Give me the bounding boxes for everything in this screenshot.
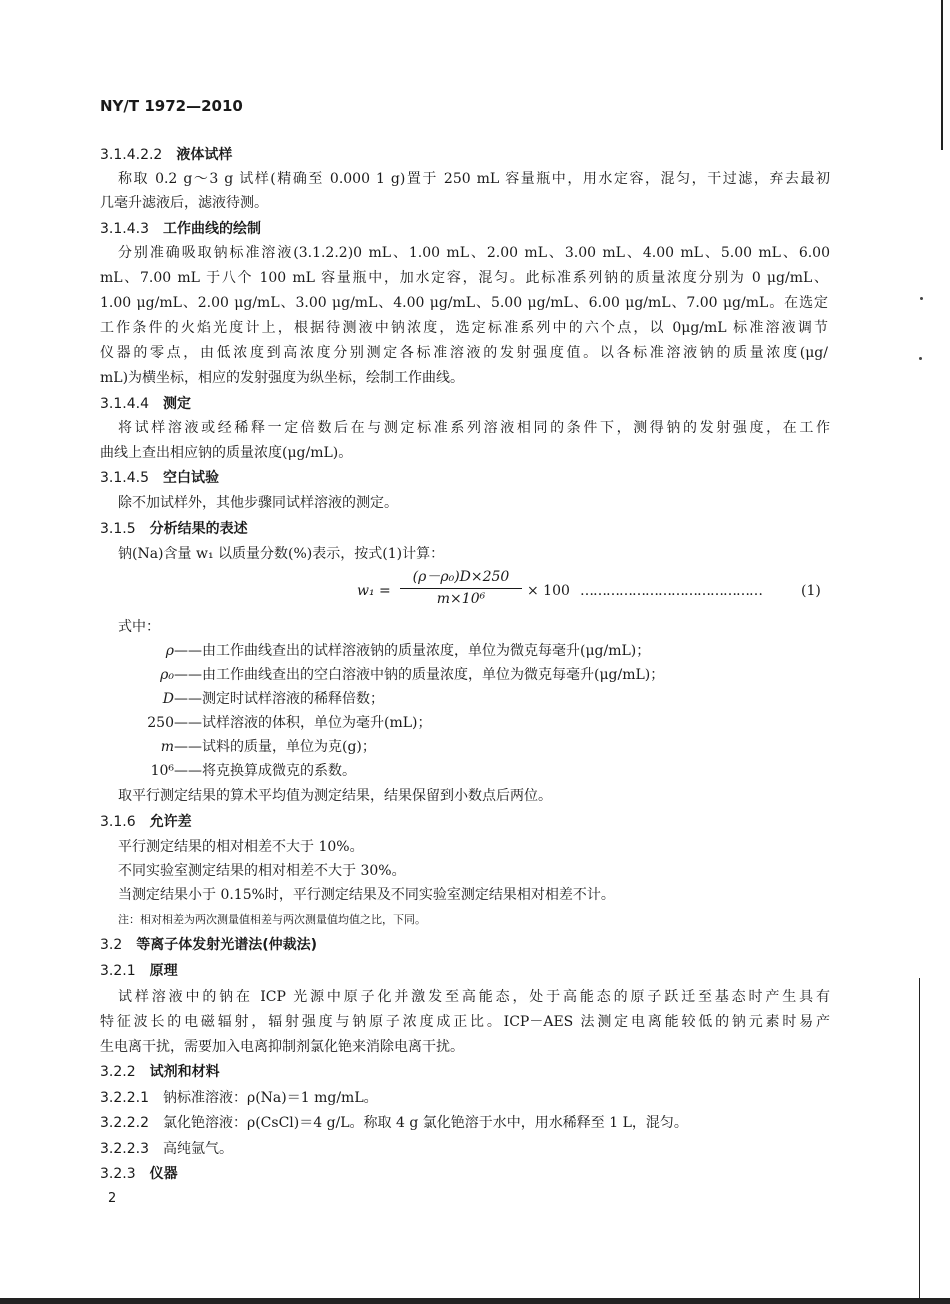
paragraph-line: 钠(Na)含量 w₁ 以质量分数(%)表示，按式(1)计算：	[118, 546, 445, 562]
section-title: 液体试样	[176, 147, 233, 163]
formula-equation-number: (1)	[801, 583, 821, 599]
section-number: 3.1.5	[100, 521, 136, 537]
formula-fraction-bar	[400, 588, 522, 589]
scan-speck	[919, 357, 922, 360]
paragraph-line: 几毫升滤液后，滤液待测。	[100, 195, 268, 211]
item-number: 3.2.2.2	[100, 1115, 149, 1131]
where-label: 式中：	[118, 619, 160, 635]
variable-symbol: ρ₀	[160, 667, 174, 683]
section-heading-3-1-4-2-2	[100, 146, 232, 164]
variable-definition	[118, 690, 384, 708]
paragraph-line: 曲线上查出相应钠的质量浓度(μg/mL)。	[100, 445, 353, 461]
variable-definition	[118, 666, 664, 684]
formula-leader-dots: ……………………………………	[580, 583, 762, 599]
section-number: 3.2.1	[100, 963, 136, 979]
paragraph-line: 不同实验室测定结果的相对相差不大于 30%。	[118, 863, 406, 879]
paragraph-line: 取平行测定结果的算术平均值为测定结果，结果保留到小数点后两位。	[118, 788, 552, 804]
note: 注：相对相差为两次测量值相差与两次测量值均值之比，下同。	[118, 913, 426, 926]
formula-numerator: (ρ－ρ₀)D×250	[412, 569, 510, 585]
section-title: 等离子体发射光谱法(仲裁法)	[136, 937, 318, 953]
section-heading-3-1-4-4	[100, 395, 191, 413]
variable-description: ——由工作曲线查出的空白溶液中钠的质量浓度，单位为微克每毫升(μg/mL)；	[174, 667, 665, 683]
variable-definition	[118, 642, 650, 660]
variable-description: ——试样溶液的体积，单位为毫升(mL)；	[174, 715, 432, 731]
section-title: 分析结果的表述	[149, 521, 248, 537]
paragraph-line: 生电离干扰，需要加入电离抑制剂氯化铯来消除电离干扰。	[100, 1039, 464, 1055]
section-number: 3.1.6	[100, 814, 136, 830]
variable-definition	[118, 762, 356, 780]
paragraph-line: 1.00 μg/mL、2.00 μg/mL、3.00 μg/mL、4.00 μg/mL、5.00 μg/mL、6.00 μg/mL、7.00 μg/mL。在选定	[100, 295, 828, 311]
variable-symbol: 250	[147, 715, 174, 731]
section-heading-3-1-6	[100, 813, 192, 831]
paragraph-line: 特征波长的电磁辐射，辐射强度与钠原子浓度成正比。ICP－AES 法测定电离能较低的钠元素时易产	[100, 1014, 830, 1030]
item-text: 氯化铯溶液：ρ(CsCl)＝4 g/L。称取 4 g 氯化铯溶于水中，用水稀释至 1 L，混匀。	[162, 1115, 688, 1131]
variable-description: ——由工作曲线查出的试样溶液钠的质量浓度，单位为微克每毫升(μg/mL)；	[174, 643, 651, 659]
item-3-2-2-1	[100, 1089, 378, 1107]
paragraph-line: 除不加试样外，其他步骤同试样溶液的测定。	[118, 495, 398, 511]
variable-symbol: ρ	[165, 643, 174, 659]
section-heading-3-2-2	[100, 1063, 220, 1081]
paragraph-line: 试样溶液中的钠在 ICP 光源中原子化并激发至高能态，处于高能态的原子跃迁至基态时产生具有	[118, 989, 830, 1005]
section-heading-3-1-4-3	[100, 220, 261, 238]
section-title: 允许差	[149, 814, 192, 830]
item-number: 3.2.2.3	[100, 1141, 149, 1157]
section-title: 测定	[162, 396, 191, 412]
variable-symbol: 10⁶	[150, 763, 174, 779]
section-title: 仪器	[149, 1166, 178, 1182]
scan-edge-line-top-right	[941, 0, 943, 150]
paragraph-line: 当测定结果小于 0.15%时，平行测定结果及不同实验室测定结果相对相差不计。	[118, 887, 615, 903]
section-number: 3.1.4.3	[100, 221, 149, 237]
paragraph-line: mL、7.00 mL 于八个 100 mL 容量瓶中，加水定容，混匀。此标准系列钠的质量浓度分别为 0 μg/mL、	[100, 270, 828, 286]
paragraph-line: 工作条件的火焰光度计上，根据待测液中钠浓度，选定标准系列中的六个点，以 0μg/mL 标准溶液调节	[100, 320, 828, 336]
section-number: 3.2.3	[100, 1166, 136, 1182]
item-number: 3.2.2.1	[100, 1090, 149, 1106]
section-heading-3-2-1	[100, 962, 178, 980]
variable-definition	[118, 714, 432, 732]
formula-denominator: m×10⁶	[436, 591, 486, 607]
section-title: 原理	[149, 963, 178, 979]
variable-symbol: D	[162, 691, 174, 707]
section-number: 3.2.2	[100, 1064, 136, 1080]
section-number: 3.1.4.5	[100, 470, 149, 486]
formula-tail: × 100	[527, 583, 570, 599]
scan-edge-line-bottom	[0, 1298, 950, 1304]
variable-description: ——将克换算成微克的系数。	[174, 763, 356, 779]
item-3-2-2-2	[100, 1114, 688, 1132]
formula-lhs: w₁ =	[357, 583, 391, 599]
standard-code-header: NY/T 1972—2010	[100, 97, 243, 115]
item-text: 钠标准溶液：ρ(Na)＝1 mg/mL。	[162, 1090, 378, 1106]
paragraph-line: mL)为横坐标，相应的发射强度为纵坐标，绘制工作曲线。	[100, 370, 465, 386]
section-number: 3.2	[100, 937, 123, 953]
paragraph-line: 仪器的零点，由低浓度到高浓度分别测定各标准溶液的发射强度值。以各标准溶液钠的质量浓度(μg/	[100, 345, 828, 361]
section-number: 3.1.4.4	[100, 396, 149, 412]
variable-description: ——试料的质量，单位为克(g)；	[174, 739, 376, 755]
section-heading-3-1-4-5	[100, 469, 219, 487]
section-title: 试剂和材料	[149, 1064, 220, 1080]
paragraph-line: 称取 0.2 g～3 g 试样(精确至 0.000 1 g)置于 250 mL 容量瓶中，用水定容，混匀，干过滤，弃去最初	[118, 171, 830, 187]
variable-definition	[118, 738, 376, 756]
section-title: 工作曲线的绘制	[162, 221, 261, 237]
paragraph-line: 平行测定结果的相对相差不大于 10%。	[118, 839, 364, 855]
item-text: 高纯氩气。	[162, 1141, 233, 1157]
paragraph-line: 将试样溶液或经稀释一定倍数后在与测定标准系列溶液相同的条件下，测得钠的发射强度，在工作	[118, 420, 830, 436]
page-number: 2	[108, 1191, 117, 1206]
scan-speck	[920, 297, 923, 300]
section-number: 3.1.4.2.2	[100, 147, 163, 163]
section-title: 空白试验	[162, 470, 219, 486]
paragraph-line: 分别准确吸取钠标准溶液(3.1.2.2)0 mL、1.00 mL、2.00 mL、3.00 mL、4.00 mL、5.00 mL、6.00	[118, 245, 830, 261]
variable-symbol: m	[160, 739, 174, 755]
section-heading-3-2	[100, 936, 317, 954]
item-3-2-2-3	[100, 1140, 233, 1158]
section-heading-3-1-5	[100, 520, 248, 538]
section-heading-3-2-3	[100, 1165, 178, 1183]
variable-description: ——测定时试样溶液的稀释倍数；	[174, 691, 384, 707]
scan-edge-line-bottom-right	[919, 978, 920, 1304]
